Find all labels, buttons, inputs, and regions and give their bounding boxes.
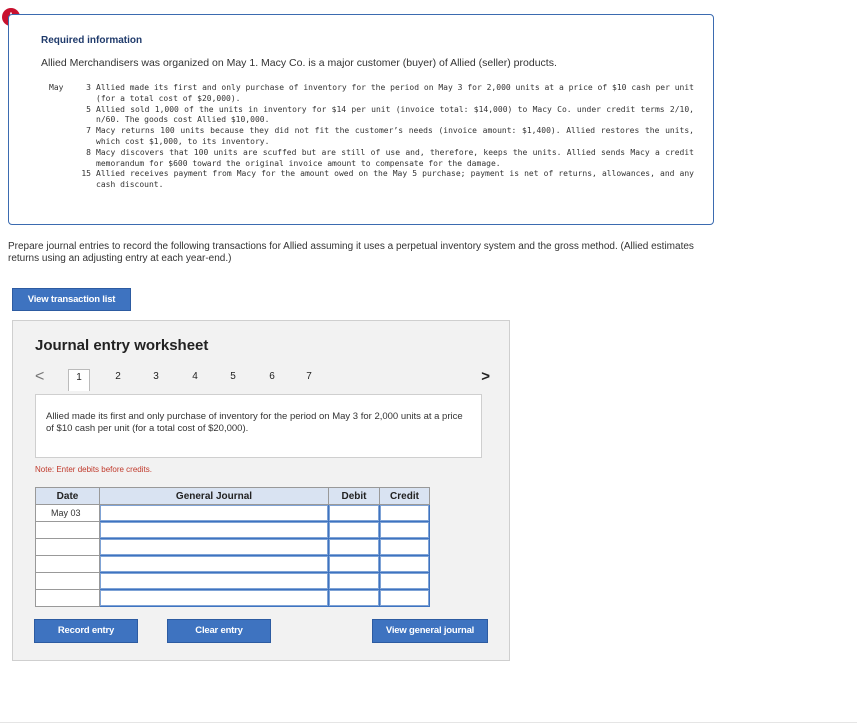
account-input[interactable] — [100, 573, 329, 590]
page-tab-5[interactable]: 5 — [230, 371, 236, 382]
journal-entry-table — [35, 487, 430, 607]
clear-entry-button[interactable]: Clear entry — [167, 619, 271, 643]
transaction-text: Macy returns 100 units because they did not fit the customer’s needs (invoice amount: $1,400). Allied restores the units, which cost $1,000, to its inventory. — [96, 126, 694, 146]
credit-input[interactable] — [380, 556, 430, 573]
transaction-list — [49, 83, 694, 191]
table-header-row — [36, 488, 430, 505]
credit-input[interactable] — [380, 539, 430, 556]
page-tab-3[interactable]: 3 — [153, 371, 159, 382]
transaction-day: 5 — [86, 104, 91, 114]
debit-input[interactable] — [329, 522, 380, 539]
debit-input[interactable] — [329, 573, 380, 590]
account-input[interactable] — [100, 505, 329, 522]
debit-input[interactable] — [329, 539, 380, 556]
view-general-journal-button[interactable]: View general journal — [372, 619, 488, 643]
page-tab-1[interactable]: 1 — [68, 369, 90, 391]
transaction-day: 8 — [86, 147, 91, 157]
transaction-description: Allied made its first and only purchase of inventory for the period on May 3 for 2,000 units at a price of $10 cash per unit (for a total cost of $20,000). — [35, 394, 482, 458]
page-tab-6[interactable]: 6 — [269, 371, 275, 382]
transaction-text: Allied made its first and only purchase of inventory for the period on May 3 for 2,000 units at a price of $10 cash per unit (for a total cost of $20,000). — [96, 83, 694, 103]
page-divider — [0, 722, 857, 723]
table-row — [36, 505, 430, 522]
transaction-item — [49, 169, 694, 191]
page-tab-7[interactable]: 7 — [306, 371, 312, 382]
required-information-panel — [8, 14, 714, 225]
transaction-item — [49, 105, 694, 127]
info-intro: Allied Merchandisers was organized on May 1. Macy Co. is a major customer (buyer) of Allied (seller) products. — [41, 57, 557, 69]
date-cell — [36, 556, 100, 573]
view-transaction-list-button[interactable]: View transaction list — [12, 288, 131, 311]
date-cell — [36, 590, 100, 607]
table-row — [36, 539, 430, 556]
info-title: Required information — [41, 35, 143, 46]
credit-input[interactable] — [380, 590, 430, 607]
debit-input[interactable] — [329, 556, 380, 573]
journal-entry-worksheet — [12, 320, 510, 661]
worksheet-pager — [35, 367, 490, 389]
date-cell — [36, 573, 100, 590]
table-row — [36, 590, 430, 607]
account-input[interactable] — [100, 556, 329, 573]
transaction-item — [49, 126, 694, 148]
chevron-right-icon[interactable]: > — [481, 368, 490, 385]
date-cell — [36, 539, 100, 556]
transaction-text: Macy discovers that 100 units are scuffed but are still of use and, therefore, keeps the units. Allied sends Macy a credit memorandum for $600 toward the original invoice amount to compensate for the damage. — [96, 147, 694, 168]
general-journal-header: General Journal — [100, 488, 329, 505]
worksheet-title: Journal entry worksheet — [35, 337, 209, 354]
note-text: Note: Enter debits before credits. — [35, 465, 152, 474]
transaction-item — [49, 83, 694, 105]
debit-input[interactable] — [329, 590, 380, 607]
account-input[interactable] — [100, 539, 329, 556]
transaction-day: 3 — [86, 83, 91, 92]
table-row — [36, 522, 430, 539]
account-input[interactable] — [100, 590, 329, 607]
credit-input[interactable] — [380, 505, 430, 522]
credit-input[interactable] — [380, 522, 430, 539]
debit-input[interactable] — [329, 505, 380, 522]
transaction-day: 7 — [86, 126, 91, 136]
transaction-day: 15 — [81, 169, 91, 179]
transaction-item — [49, 148, 694, 170]
debit-header: Debit — [329, 488, 380, 505]
date-cell: May 03 — [36, 505, 100, 522]
transaction-month: May — [49, 83, 64, 92]
transaction-text: Allied sold 1,000 of the units in inventory for $14 per unit (invoice total: $14,000) to Macy Co. under credit terms 2/10, n/60. The goods cost Allied $10,000. — [96, 104, 694, 125]
transaction-text: Allied receives payment from Macy for the amount owed on the May 5 purchase; payment is net of returns, allowances, and any cash discount. — [96, 169, 694, 190]
account-input[interactable] — [100, 522, 329, 539]
credit-input[interactable] — [380, 573, 430, 590]
instructions-text: Prepare journal entries to record the following transactions for Allied assuming it uses a perpetual inventory system and the gross method. (Allied estimates returns using an adjusting entry at each year-end.) — [8, 241, 694, 264]
record-entry-button[interactable]: Record entry — [34, 619, 138, 643]
date-header: Date — [36, 488, 100, 505]
chevron-left-icon[interactable]: < — [35, 368, 45, 385]
date-cell — [36, 522, 100, 539]
page-tab-4[interactable]: 4 — [192, 371, 198, 382]
table-row — [36, 573, 430, 590]
page-tab-2[interactable]: 2 — [115, 371, 121, 382]
credit-header: Credit — [380, 488, 430, 505]
table-row — [36, 556, 430, 573]
